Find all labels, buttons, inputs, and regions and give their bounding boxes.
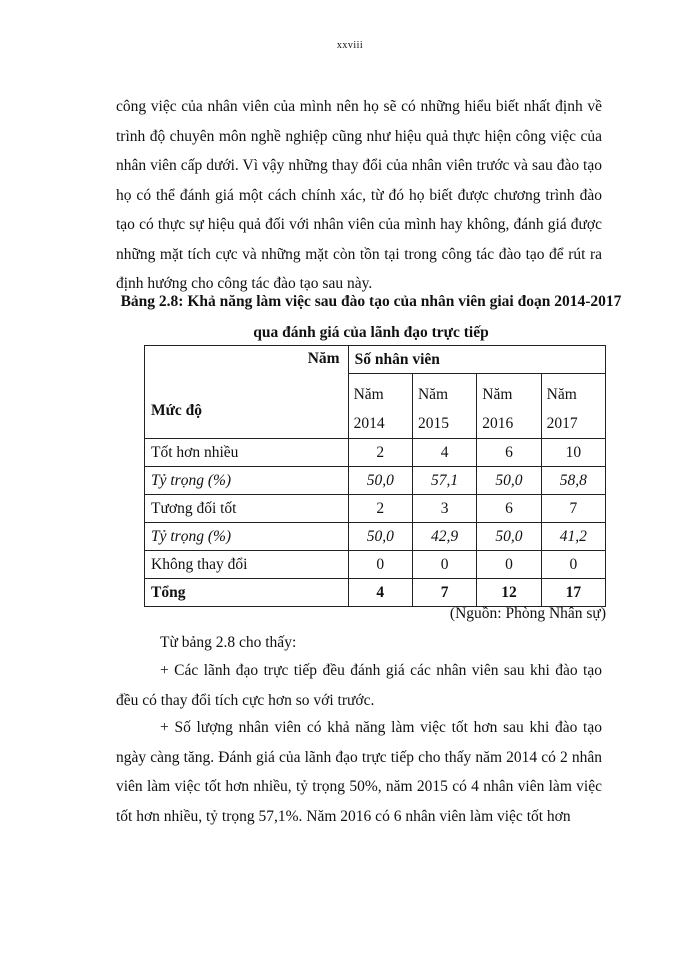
table-source: (Nguồn: Phòng Nhân sự) [449,605,606,622]
table-row [145,551,606,579]
table-cell: 3 [412,495,476,523]
table-cell: 17 [541,579,605,607]
table-cell: 50,0 [477,523,541,551]
intro-paragraph: công việc của nhân viên của mình nên họ sẽ có những hiểu biết nhất định về trình độ chuyên môn nghề nghiệp cũng như hiệu quả thực hiện công việc của nhân viên cấp dưới. Vì vậy những thay đổi của nhân viên trước và sau đào tạo họ có thể đánh giá một cách chính xác, từ đó họ biết được chương trình đào tạo có thực sự hiệu quả đối với nhân viên của mình hay không, đánh giá được những mặt tích cực và những mặt còn tồn tại trong công tác đào tạo để rút ra định hướng cho công tác đào tạo sau này. [116,98,602,292]
table-cell: 4 [348,579,412,607]
table-row [145,523,606,551]
table-cell: 10 [541,439,605,467]
table-cell: 2 [348,439,412,467]
year-header-2017: Năm 2017 [541,374,605,439]
analysis-point-1: + Các lãnh đạo trực tiếp đều đánh giá các nhân viên sau khi đào tạo đều có thay đổi tích cực hơn so với trước. [116,662,602,709]
corner-year-label: Năm [307,350,340,367]
table-cell: 41,2 [541,523,605,551]
table-total-row [145,579,606,607]
table-cell: 12 [477,579,541,607]
corner-level-label: Mức độ [151,402,203,419]
table-cell: 0 [348,551,412,579]
table-cell: 57,1 [412,467,476,495]
table-cell: 50,0 [477,467,541,495]
table-cell: 6 [477,439,541,467]
page-number: xxviii [336,40,364,51]
table-row [145,495,606,523]
table-cell: 0 [541,551,605,579]
group-header: Số nhân viên [348,346,605,374]
table-cell: 7 [412,579,476,607]
table-cell: 2 [348,495,412,523]
analysis-lead: Từ bảng 2.8 cho thấy: [160,634,297,651]
table-cell: 4 [412,439,476,467]
row-label: Tỷ trọng (%) [145,467,349,495]
table-cell: 50,0 [348,523,412,551]
table-caption: Bảng 2.8: Khả năng làm việc sau đào tạo của nhân viên giai đoạn 2014-2017 qua đánh giá của lãnh đạo trực tiếp [120,293,622,341]
year-header-2015: Năm 2015 [412,374,476,439]
row-label: Không thay đổi [145,551,349,579]
table-cell: 58,8 [541,467,605,495]
row-label: Tốt hơn nhiều [145,439,349,467]
year-header-2016: Năm 2016 [477,374,541,439]
row-label: Tương đối tốt [145,495,349,523]
table-row [145,467,606,495]
table-cell: 0 [477,551,541,579]
table-cell: 42,9 [412,523,476,551]
table-cell: 7 [541,495,605,523]
year-header-2014: Năm 2014 [348,374,412,439]
staff-performance-table [144,345,606,607]
table-cell: 6 [477,495,541,523]
table-cell: 50,0 [348,467,412,495]
table-corner-header [145,346,349,439]
table-cell: 0 [412,551,476,579]
row-label: Tổng [145,579,349,607]
row-label: Tỷ trọng (%) [145,523,349,551]
table-row [145,439,606,467]
analysis-point-2: + Số lượng nhân viên có khả năng làm việc tốt hơn sau khi đào tạo ngày càng tăng. Đánh giá của lãnh đạo trực tiếp cho thấy năm 2014 có 2 nhân viên làm việc tốt hơn nhiều, tỷ trọng 50%, năm 2015 có 4 nhân viên làm việc tốt hơn nhiều, tỷ trọng 57,1%. Năm 2016 có 6 nhân viên làm việc tốt hơn [116,719,602,825]
